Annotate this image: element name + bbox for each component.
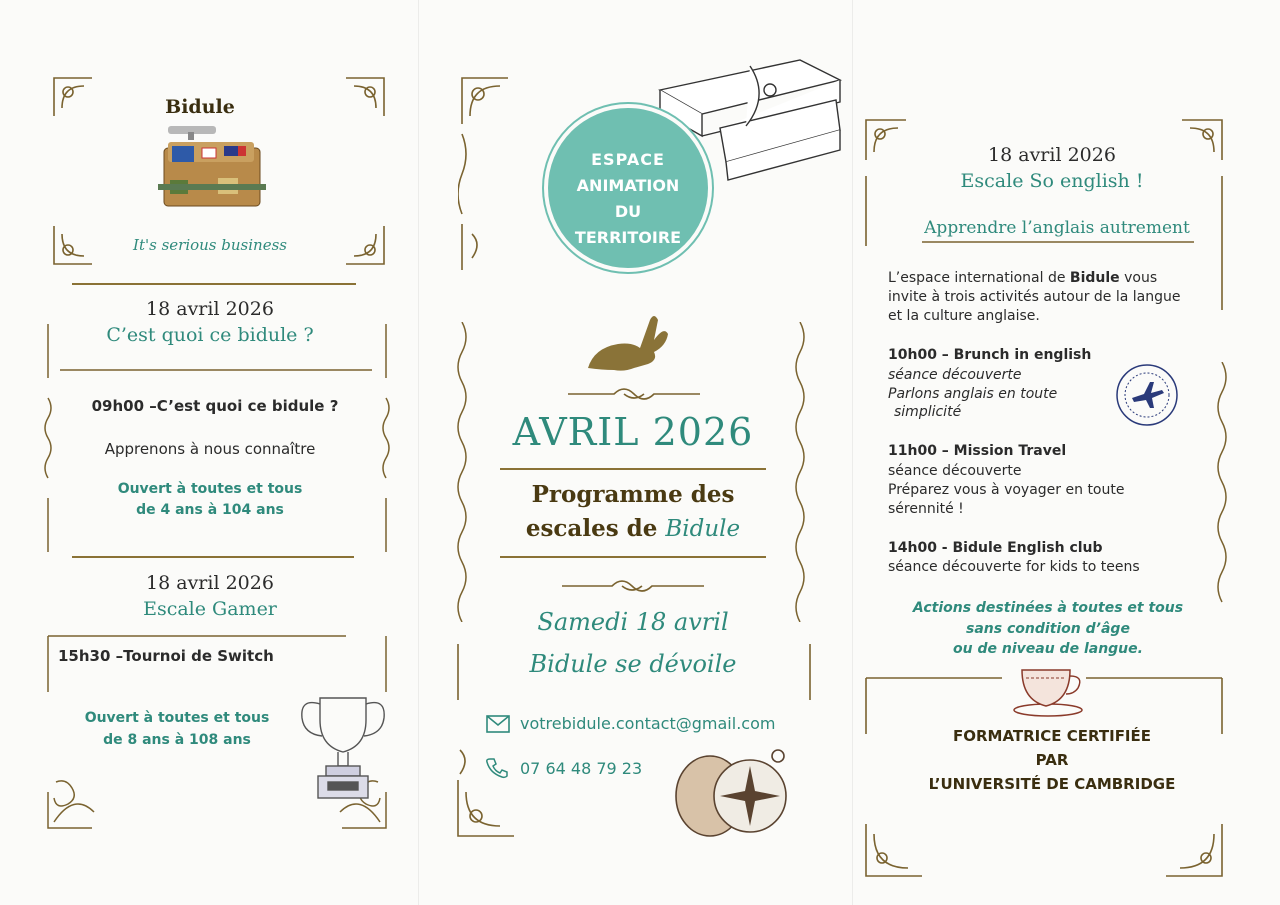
flourish-bottom (558, 574, 708, 598)
note-line-1: Actions destinées à toutes et tous (912, 600, 1184, 616)
right-subtitle: Apprendre l’anglais autrement (924, 218, 1190, 238)
airplane-stamp-icon (1114, 362, 1180, 428)
right-panel (852, 0, 1280, 905)
section1-audience-2: de 4 ans à 104 ans (136, 502, 284, 518)
title-underline (500, 468, 766, 470)
intro-pre: L’espace international de (888, 270, 1066, 286)
intro-post: vous (1124, 270, 1158, 286)
activity-2-title: 11h00 – Mission Travel (888, 443, 1067, 459)
right-date: 18 avril 2026 (988, 144, 1116, 166)
phone-icon (486, 757, 508, 779)
section1-activity: 09h00 –C’est quoi ce bidule ? (91, 397, 339, 415)
activity-1-line-3: simplicité (894, 404, 962, 420)
activity-3-title: 14h00 - Bidule English club (888, 540, 1103, 556)
subtitle-line-2 (478, 515, 788, 542)
rabbit-icon (580, 306, 676, 378)
side-ornament-right (792, 322, 808, 622)
cert-line-1: FORMATRICE CERTIFIÉE (952, 727, 1152, 745)
stamp-line-2: ANIMATION (576, 176, 680, 195)
section2-title: Escale Gamer (143, 598, 277, 620)
section2-date: 18 avril 2026 (146, 572, 274, 594)
trophy-illustration (298, 690, 388, 802)
side-ornament-left (454, 322, 470, 622)
cert-line-2: PAR (1035, 751, 1069, 769)
event-line-2: Bidule se dévoile (529, 650, 737, 678)
tagline: It's serious business (133, 236, 287, 254)
activity-1-line-2: Parlons anglais en toute (888, 386, 1058, 402)
suitcase-drone-illustration (158, 122, 268, 214)
subtitle-line-1: Programme des (531, 481, 735, 508)
section2-audience-1: Ouvert à toutes et tous (84, 710, 270, 726)
section1-date: 18 avril 2026 (146, 298, 274, 320)
flourish-top (564, 382, 704, 406)
territory-stamp (548, 108, 708, 268)
phone-text[interactable]: 07 64 48 79 23 (520, 759, 643, 778)
section1-audience-1: Ouvert à toutes et tous (117, 481, 303, 497)
stamp-line-4: TERRITOIRE (574, 228, 682, 247)
middle-panel (418, 0, 852, 905)
brand-title: Bidule (165, 96, 235, 118)
month-title: AVRIL 2026 (512, 410, 754, 454)
event-line-1: Samedi 18 avril (537, 608, 729, 636)
intro-line-3: et la culture anglaise. (888, 308, 1040, 324)
note-line-3: ou de niveau de langue. (953, 641, 1143, 657)
subtitle-line-2-pre: escales de (525, 515, 658, 542)
section1-frame (42, 318, 392, 558)
activity-2-line-3: sérennité ! (888, 501, 964, 517)
activity-2-line-2: Préparez vous à voyager en toute (888, 482, 1125, 498)
section2-activity: 15h30 –Tournoi de Switch (58, 647, 274, 665)
section1-title: C’est quoi ce bidule ? (106, 324, 314, 346)
intro-line-2: invite à trois activités autour de la langue (888, 289, 1181, 305)
email-text[interactable]: votrebidule.contact@gmail.com (520, 714, 776, 733)
activity-1-title: 10h00 – Brunch in english (888, 347, 1092, 363)
section1-desc: Apprenons à nous connaître (104, 440, 316, 458)
stamp-line-1: ESPACE (591, 150, 665, 169)
activity-3-line-1: séance découverte for kids to teens (888, 559, 1140, 575)
right-title: Escale So english ! (960, 170, 1144, 192)
activity-2-line-1: séance découverte (888, 463, 1022, 479)
cert-line-3: L’UNIVERSITÉ DE CAMBRIDGE (928, 775, 1176, 793)
section2-audience-2: de 8 ans à 108 ans (103, 732, 251, 748)
activity-1-line-1: séance découverte (888, 367, 1022, 383)
divider (72, 556, 354, 558)
subtitle-underline (500, 556, 766, 558)
subtitle-brand: Bidule (665, 516, 741, 542)
compass-illustration (670, 740, 800, 840)
intro-line-1 (888, 270, 1228, 286)
divider (72, 283, 356, 285)
note-line-2: sans condition d’âge (966, 621, 1130, 637)
email-icon (486, 715, 510, 733)
left-panel (0, 0, 418, 905)
intro-brand: Bidule (1069, 270, 1120, 286)
stamp-line-3: DU (614, 202, 642, 221)
right-side-ornament (1214, 362, 1230, 622)
